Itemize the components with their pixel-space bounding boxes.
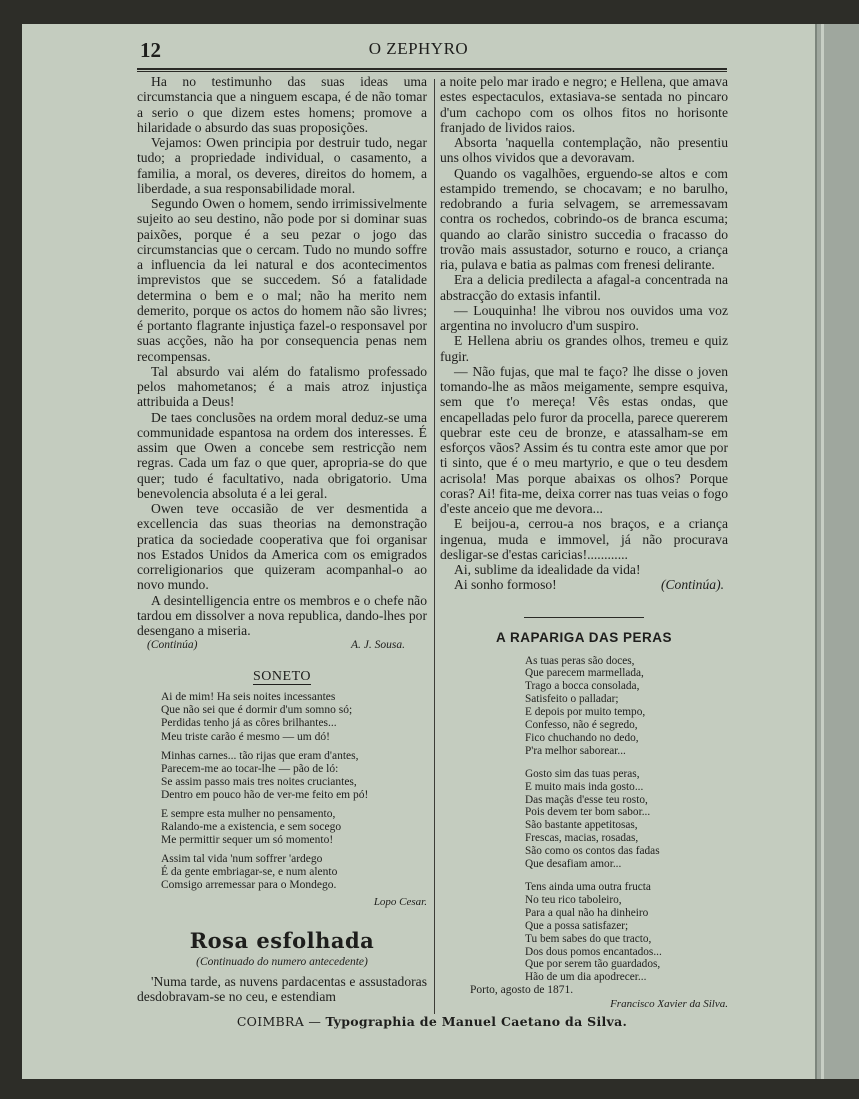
verse-line: Parecem-me ao tocar-lhe — pão de ló: (161, 762, 339, 775)
verse-line: Ralando-me a existencia, e sem socego (161, 821, 342, 834)
verse-line: Fico chuchando no dedo, (525, 731, 639, 744)
article-paragraph: Tal absurdo vai além do fatalismo professado pelos mahometanos; é a mais atroz injustiça attribuida a Deus! (137, 363, 427, 410)
article-paragraph: Owen teve occasião de ver desmentida a excellencia das suas theorias na demonstração pratica da sociedade cooperativa que foi organisar nos Estados Unidos da America com os emigrados correligionarios que quizeram acompanhal-o ao novo mundo. (137, 501, 427, 593)
verse-line: E muito mais inda gosto... (525, 780, 644, 793)
soneto-stanza (137, 750, 427, 802)
verse-line: Se assim passo mais tres noites cruciantes, (161, 775, 357, 788)
article-paragraph: Era a delicia predilecta a afagal-a concentrada na abstracção do extasis infantil. (440, 272, 728, 303)
imprint-printer: Typographia de Manuel Caetano da Silva. (325, 1014, 628, 1029)
left-column (137, 74, 427, 1004)
article-paragraph: Quando os vagalhões, erguendo-se altos e com estampido tremendo, se chocavam; e no barulho, redobrando a furia selvagem, se arremessavam contra os rochedos, cobrindo-os de branca escuma; quando ao clarão sinistro succedia o fracasso do trovão mais assustador, soturno e rouco, a criança ria, pulava e batia as palmas com frenesi delirante. (440, 165, 728, 272)
article-paragraph: Ai, sublime da idealidade da vida! (454, 562, 641, 577)
rapariga-title: A RAPARIGA DAS PERAS (495, 629, 672, 645)
verse-line: Das maçãs d'esse teu rosto, (525, 793, 648, 806)
article-paragraph: Segundo Owen o homem, sendo irrimissivelmente sujeito ao seu destino, não pode por si dominar suas paixões, porque é a seu pezar o jogo das circumstancias que o cercam. Tudo no mundo soffre a influencia da lei natural e dos acontecimentos imprevistos que se succedem. Só a fatalidade determina o bem e o mal; não ha merito nem demerito, porque os actos do homem não são livres; é portanto flagrante injustiça fazel-o responsavel por suas acções, não ha por consequencia penas nem recompensas. (137, 196, 427, 364)
section-rule (524, 617, 644, 618)
rosa-title: Rosa esfolhada (189, 927, 375, 953)
verse-line: Hão de um dia apodrecer... (525, 971, 647, 984)
verse-line: Satisfeito o palladar; (525, 693, 619, 706)
rapariga-stanza (440, 768, 728, 871)
header-rule (137, 68, 727, 70)
rosa-paragraph: 'Numa tarde, as nuvens pardacentas e assustadoras desdobravam-se no ceu, e estendiam (137, 973, 427, 1004)
article-paragraph: — Não fujas, que mal te faço? lhe disse o joven tomando-lhe as mãos meigamente, sempre esquiva, sem que t'o mereça! Vês estas ondas, que encapelladas pelo furor da procella, parece quererem quebrar este ceu de bronze, e atassalham-se em esforços vãos? Assim és tu contra este amor que por ti sinto, que é o meu martyrio, e que o teu desdem acrisola! Mas porque abaixas os olhos? Porque coras? Ai! fita-me, deixa correr nas tuas veias o fogo d'este anceio que me devora... (440, 363, 728, 516)
verse-line: Tens ainda uma outra fructa (525, 881, 651, 893)
verse-line: P'ra melhor saborear... (525, 744, 626, 757)
article-paragraph: A desintelligencia entre os membros e o chefe não tardou em dissolver a nova republica, dando-lhes por desengano a miseria. (137, 592, 427, 638)
verse-line: Que desafiam amor... (525, 858, 622, 871)
verse-line: Assim tal vida 'num soffrer 'ardego (161, 853, 323, 866)
page-number: 12 (140, 38, 161, 62)
article-signoff (137, 639, 427, 651)
soneto-stanza (137, 691, 427, 743)
verse-line: Dos dous pomos encantados... (525, 945, 662, 958)
continua-note: (Continúa). (660, 577, 724, 593)
rapariga-stanza (440, 655, 728, 758)
verse-line: Me permittir sequer um só momento! (161, 834, 334, 847)
verse-line: Tu bem sabes do que tracto, (525, 932, 652, 945)
continua-note: (Continúa) (147, 639, 198, 652)
verse-line: Comsigo arremessar para o Mondego. (161, 879, 337, 892)
verse-line: Trago a bocca consolada, (525, 680, 640, 693)
verse-line: Meu triste carão é mesmo — um dó! (161, 730, 330, 743)
article-paragraph: — Louquinha! lhe vibrou nos ouvidos uma voz argentina no involucro d'um suspiro. (440, 302, 728, 333)
journal-title: O ZEPHYRO (368, 39, 469, 58)
closing-sentence: Ai sonho formoso! (454, 577, 557, 593)
verse-line: Gosto sim das tuas peras, (525, 767, 640, 780)
verse-line: E sempre esta mulher no pensamento, (161, 808, 336, 820)
page-binding-edge (815, 24, 859, 1079)
verse-line: Perdidas tenho já as côres brilhantes... (161, 717, 337, 730)
verse-line: Para a qual não ha dinheiro (525, 906, 649, 919)
verse-line: É da gente embriagar-se, e num alento (161, 866, 338, 879)
soneto-title: SONETO (253, 669, 311, 685)
verse-line: Minhas carnes... tão rijas que eram d'antes, (161, 749, 359, 762)
rosa-subtitle: (Continuado do numero antecedente) (196, 955, 368, 968)
verse-line: Dentro em pouco hão de ver-me feito em pó! (161, 788, 369, 801)
rapariga-author: Francisco Xavier da Silva. (610, 998, 728, 1011)
rapariga-stanza (440, 881, 728, 984)
article-author: A. J. Sousa. (351, 639, 405, 652)
verse-line: Que não sei que é dormir d'um somno só; (161, 704, 353, 717)
verse-line: Frescas, macias, rosadas, (525, 832, 639, 845)
imprint-dash: — (304, 1014, 326, 1029)
article-paragraph: Absorta 'naquella contemplação, não presentiu uns olhos vividos que a devoravam. (440, 135, 728, 166)
place-date: Porto, agosto de 1871. (470, 984, 574, 997)
article-paragraph: Ha no testimunho das suas ideas uma circumstancia que a ninguem escapa, é de não tomar a serio o que dizem estes homens; promove a hilaridade o absurdo das suas proposições. (137, 74, 427, 135)
rapariga-signoff (440, 984, 728, 996)
article-paragraph: E beijou-a, cerrou-a nos braços, e a criança ingenua, muda e immovel, já não procurava desligar-se d'estas caricias!............ (440, 516, 728, 562)
soneto-stanza (137, 808, 427, 847)
verse-line: Que por serem tão guardados, (525, 958, 661, 971)
imprint-city: COIMBRA (236, 1014, 305, 1029)
verse-line: Ai de mim! Ha seis noites incessantes (161, 691, 336, 704)
verse-line: Confesso, não é segredo, (525, 719, 638, 732)
printer-imprint (137, 1014, 727, 1029)
verse-line: E depois por muito tempo, (525, 706, 646, 719)
article-paragraph: E Hellena abriu os grandes olhos, tremeu e quiz fugir. (440, 333, 728, 364)
verse-line: Pois devem ter bom sabor... (525, 806, 651, 819)
verse-line: São bastante appetitosas, (525, 819, 638, 832)
soneto-stanza (137, 853, 427, 892)
column-divider (434, 79, 435, 1014)
verse-line: São como os contos das fadas (525, 845, 660, 858)
header-rule-thin (137, 71, 727, 72)
article-paragraph: a noite pelo mar irado e negro; e Hellena, que amava estes espectaculos, extasiava-se sentada no pincaro d'um cachopo com os olhos fitos no horisonte franjado de lividos raios. (440, 74, 728, 135)
verse-line: Que parecem marmellada, (525, 667, 644, 680)
article-paragraph: De taes conclusões na ordem moral deduz-se uma communidade espantosa na ordem dos interesses. É assim que Owen a concebe sem restricção nem regras. Cada um faz o que quer, apropria-se do que quer; tudo é facultativo, nada obrigatorio. Uma benevolencia absoluta é a lei geral. (137, 409, 427, 501)
verse-line: No teu rico taboleiro, (525, 893, 622, 906)
article-closing-line (440, 577, 728, 592)
soneto-author: Lopo Cesar. (373, 895, 427, 908)
verse-line: As tuas peras são doces, (525, 654, 635, 667)
right-column (440, 74, 728, 1010)
newspaper-page (22, 24, 815, 1079)
article-paragraph: Vejamos: Owen principia por destruir tudo, negar tudo; a propriedade individual, o casamento, a familia, a moral, os deveres, direitos do homem, a liberdade, a sua responsabilidade moral. (137, 135, 427, 196)
verse-line: Que a possa satisfazer; (525, 919, 629, 932)
